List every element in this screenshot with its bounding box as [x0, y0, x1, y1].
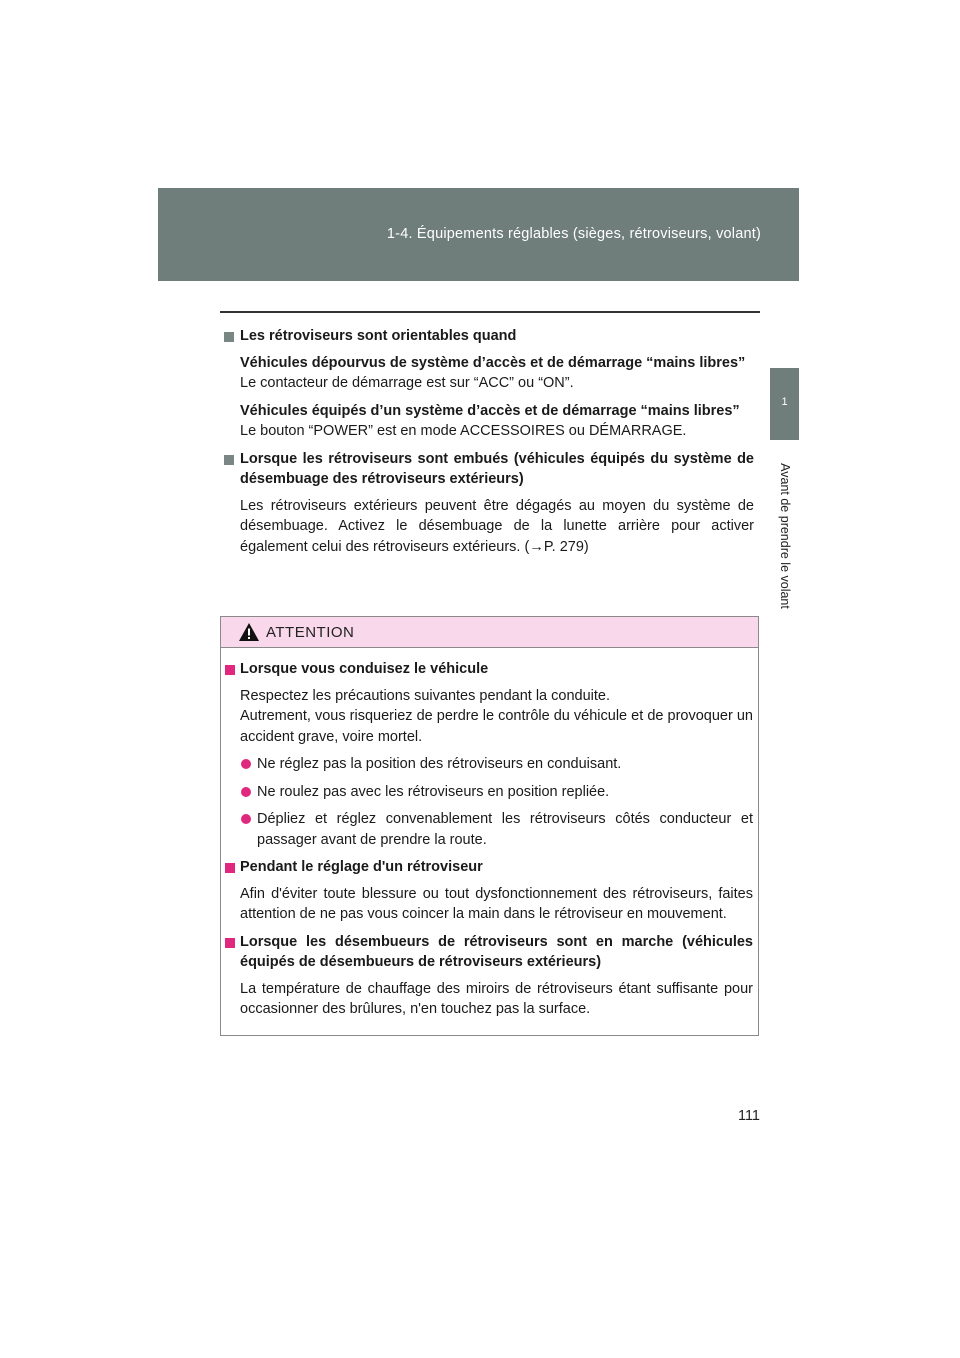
chapter-label	[770, 448, 799, 623]
condition-block	[224, 401, 754, 442]
attention-bullet: Dépliez et réglez convenablement les rétroviseurs côtés conducteur et passager avant de prendre la route.	[225, 809, 753, 850]
attention-header	[221, 617, 758, 648]
attention-heading: Lorsque les désembueurs de rétroviseurs sont en marche (véhicules équipés de désembueurs de rétroviseurs extérieurs)	[225, 932, 753, 973]
bullet-dot-icon	[241, 787, 251, 797]
section-mirror-adjustable	[224, 326, 754, 442]
condition-subhead: Véhicules équipés d’un système d’accès et de démarrage “mains libres”	[240, 402, 740, 419]
attention-heading: Lorsque vous conduisez le véhicule	[225, 659, 753, 680]
attention-bullet: Ne roulez pas avec les rétroviseurs en position repliée.	[225, 782, 753, 803]
section-header-band	[158, 188, 799, 281]
attention-marker-icon	[225, 938, 235, 948]
condition-text: Le contacteur de démarrage est sur “ACC” ou “ON”.	[240, 375, 574, 391]
attention-body	[221, 648, 758, 1020]
arrow-icon: →	[529, 538, 544, 555]
main-content	[224, 326, 754, 557]
chapter-number: 1	[781, 396, 788, 408]
warning-triangle-icon	[238, 622, 260, 642]
attention-bullet: Ne réglez pas la position des rétroviseurs en conduisant.	[225, 754, 753, 775]
attention-paragraph: Afin d'éviter toute blessure ou tout dysfonctionnement des rétroviseurs, faites attention de ne pas vous coincer la main dans le rétroviseur en mouvement.	[240, 885, 753, 922]
attention-marker-icon	[225, 863, 235, 873]
top-divider	[220, 311, 760, 313]
attention-marker-icon	[225, 665, 235, 675]
section-heading: Les rétroviseurs sont orientables quand	[224, 326, 754, 347]
section-title: 1-4. Équipements réglables (sièges, rétroviseurs, volant)	[386, 226, 761, 242]
condition-block	[224, 353, 754, 394]
condition-text: Le bouton “POWER” est en mode ACCESSOIRES ou DÉMARRAGE.	[240, 423, 687, 439]
page-reference-link[interactable]: P. 279)	[543, 538, 589, 555]
section-heading: Lorsque les rétroviseurs sont embués (véhicules équipés du système de désembuage des rétroviseurs extérieurs)	[224, 449, 754, 490]
attention-paragraph: La température de chauffage des miroirs de rétroviseurs étant suffisante pour occasionner des brûlures, n'en touchez pas la surface.	[240, 980, 753, 1017]
section-marker-icon	[224, 332, 234, 342]
page-number: 111	[737, 1108, 760, 1124]
attention-title: ATTENTION	[266, 624, 355, 641]
attention-paragraph: Respectez les précautions suivantes pendant la conduite. Autrement, vous risqueriez de perdre le contrôle du véhicule et de provoquer un accident grave, voire mortel.	[240, 687, 753, 745]
section-marker-icon	[224, 455, 234, 465]
chapter-tab	[770, 368, 799, 440]
attention-heading: Pendant le réglage d'un rétroviseur	[225, 857, 753, 878]
bullet-dot-icon	[241, 814, 251, 824]
condition-subhead: Véhicules dépourvus de système d’accès et de démarrage “mains libres”	[240, 354, 746, 371]
section-paragraph: Les rétroviseurs extérieurs peuvent être dégagés au moyen du système de désembuage. Activez le désembuage de la lunette arrière pour activer également celui des rétroviseurs extérieurs. (→P. 279)	[240, 497, 754, 555]
attention-box	[220, 616, 759, 1036]
chapter-label-text: Avant de prendre le volant	[777, 462, 792, 609]
bullet-dot-icon	[241, 759, 251, 769]
section-mirror-fogged	[224, 449, 754, 558]
